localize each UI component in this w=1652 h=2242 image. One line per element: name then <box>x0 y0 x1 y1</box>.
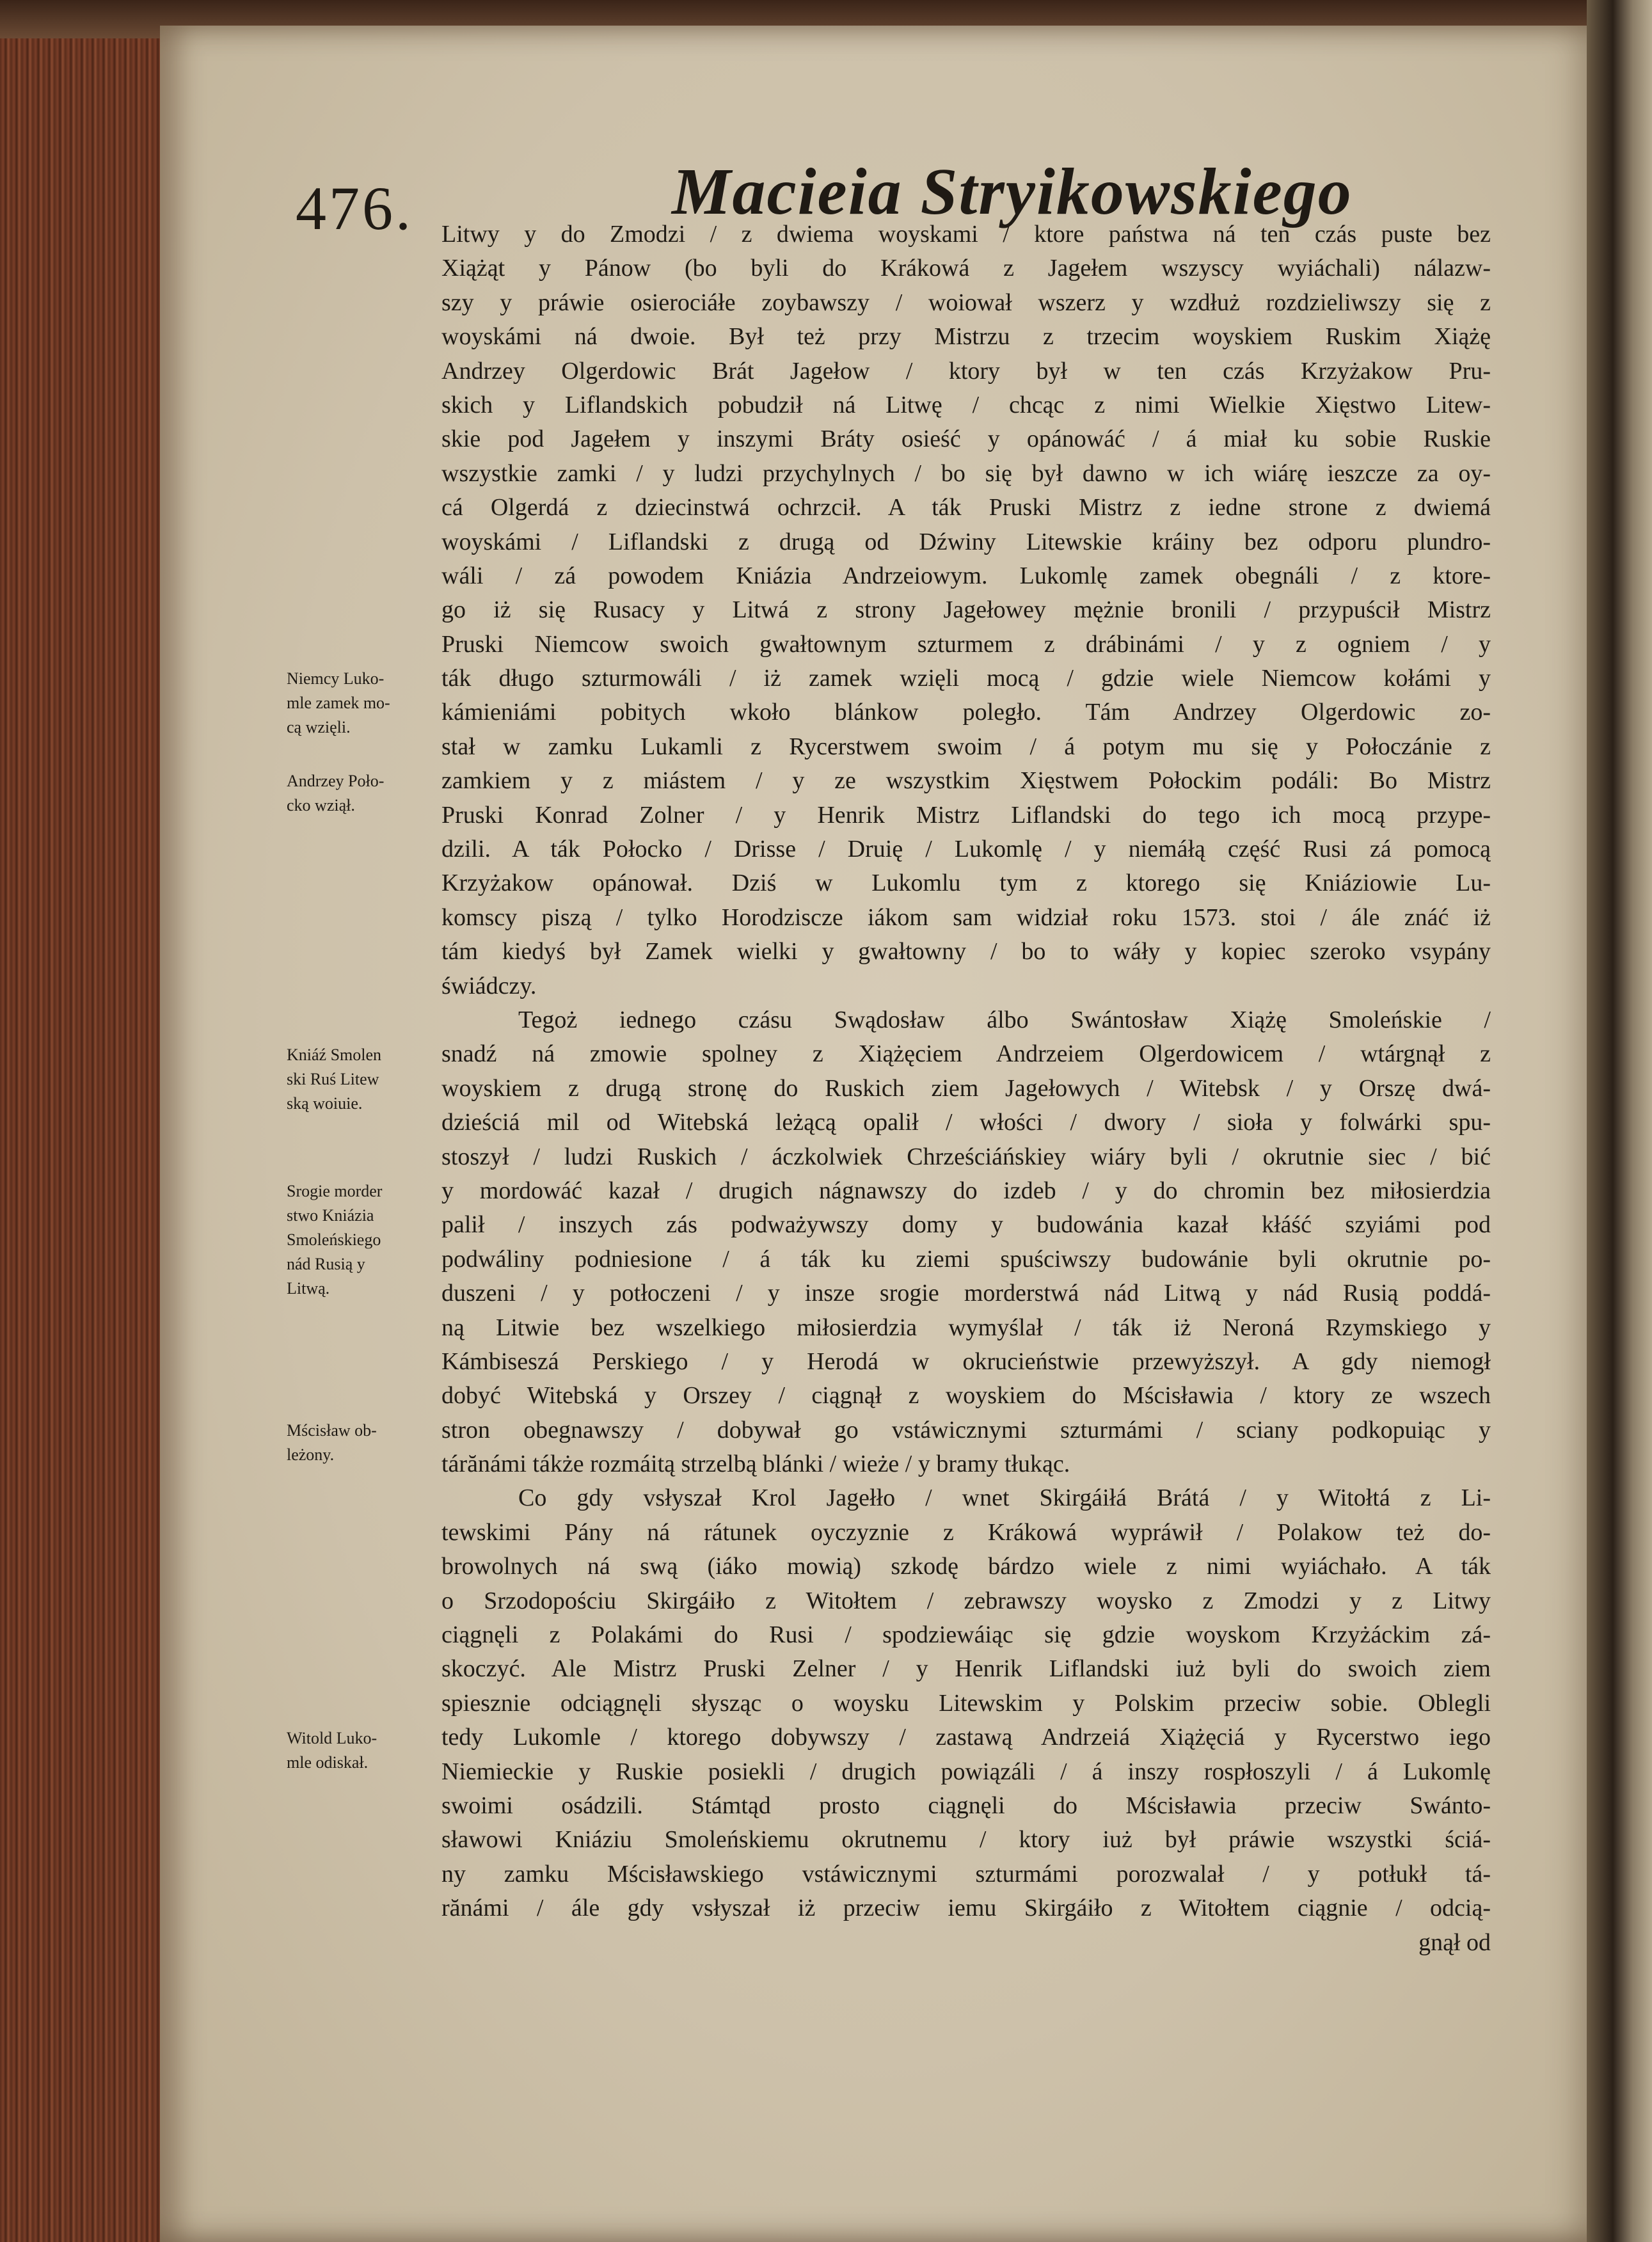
text-line: stał w zamku Lukamli z Rycerstwem swoim / á potym mu się y Połoczánie z <box>441 733 1491 760</box>
running-title: Macieia Stryikowskiego <box>672 155 1353 228</box>
text-line: palił / inszych zás podważywszy domy y budowánia kazał kłáść szyiámi pod <box>441 1211 1491 1239</box>
text-line: o Srzodopościu Skirgáiło z Witołtem / zebrawszy woysko z Zmodzi y z Litwy <box>441 1587 1491 1614</box>
text-line: rănámi / ále gdy vsłyszał iż przeciw iemu Skirgáiło z Witołtem ciągnie / odcią- <box>441 1895 1491 1922</box>
text-line: dzili. A ták Połocko / Drisse / Druię / Lukomlę / y niemáłą część Rusi zá pomocą <box>441 836 1491 863</box>
text-line: tedy Lukomle / ktorego dobywszy / zastawą Andrzeiá Xiążęciá y Rycerstwo iego <box>441 1724 1491 1751</box>
text-line: spiesznie odciągnęli słysząc o woysku Litewskim y Polskim przeciw sobie. Oblegli <box>441 1689 1491 1717</box>
margin-note-line: Srogie morder <box>287 1182 383 1201</box>
text-line: wszystkie zamki / y ludzi przychylnych / bo się był dawno w ich wiárę ieszcze za oy- <box>441 459 1491 487</box>
margin-note-line: Andrzey Poło- <box>287 772 385 791</box>
text-line: podwáliny podniesione / á ták ku ziemi spuściwszy budowánie byli okrutnie po- <box>441 1245 1491 1273</box>
margin-note <box>287 1726 440 1775</box>
text-line: Co gdy vsłyszał Krol Jagełło / wnet Skirgáiłá Brátá / y Witołtá z Li- <box>518 1484 1491 1512</box>
margin-note-line: leżony. <box>287 1445 335 1464</box>
text-line: Andrzey Olgerdowic Brát Jagełow / ktory był w ten czás Krzyżakow Pru- <box>441 357 1491 385</box>
book-page-edges <box>0 0 186 2242</box>
text-line: Pruski Niemcow swoich gwałtownym szturmem z drábinámi / y z ogniem / y <box>441 630 1491 658</box>
margin-note-line: ską woiuie. <box>287 1093 363 1113</box>
text-line: cá Olgerdá z dziecinstwá ochrzcił. A ták Pruski Mistrz z iedne strone z dwiemá <box>441 494 1491 521</box>
text-line: go iż się Rusacy y Litwá z strony Jagełowey mężnie bronili / przypuścił Mistrz <box>441 596 1491 624</box>
text-line: y mordowáć kazał / drugich nágnawszy do izdeb / y do chromin bez miłosierdzia <box>441 1177 1491 1204</box>
margin-note-line: nád Rusią y <box>287 1255 365 1274</box>
text-line: tárănámi tákże rozmáitą strzelbą blánki / wieże / y bramy tłukąc. <box>441 1451 1070 1478</box>
text-line: stron obegnawszy / dobywał go vstáwicznymi szturmámi / sciany podkopuiąc y <box>441 1416 1491 1443</box>
margin-note-line: ski Ruś Litew <box>287 1069 379 1088</box>
text-line: świádczy. <box>441 972 537 999</box>
text-line: skich y Liflandskich pobudził ná Litwę / chcąc z nimi Wielkie Xięstwo Litew- <box>441 391 1491 418</box>
margin-note <box>287 667 440 740</box>
text-line: woyskámi / Liflandski z drugą od Dźwiny Litewskie kráiny bez odporu plundro- <box>441 528 1491 555</box>
margin-note <box>287 769 440 818</box>
margin-note-line: mle odiskał. <box>287 1753 369 1772</box>
text-line: sławowi Kniáziu Smoleńskiemu okrutnemu / ktory iuż był práwie wszystki ściá- <box>441 1826 1491 1854</box>
text-line: browolnych ná swą (iáko mowią) szkodę bárdzo wiele z nimi wyiáchało. A ták <box>441 1553 1491 1580</box>
text-line: ną Litwie bez wszelkiego miłosierdzia wymyślał / ták iż Neroná Rzymskiego y <box>441 1314 1491 1341</box>
text-line: gnął od <box>1418 1928 1491 1956</box>
body-text <box>441 218 1491 1960</box>
text-line: swoimi osádzili. Stámtąd prosto ciągnęli do Mścisławia przeciw Swánto- <box>441 1792 1491 1819</box>
margin-note-line: Witold Luko- <box>287 1728 377 1747</box>
text-line: skoczyć. Ale Mistrz Pruski Zelner / y Henrik Liflandski iuż byli do swoich ziem <box>441 1655 1491 1683</box>
text-line: tewskimi Pány ná rátunek oyczyznie z Krákowá wypráwił / Polakow też do- <box>441 1518 1491 1546</box>
text-line: dzieściá mil od Witebská leżącą opalił / włości / dwory / sioła y folwárki spu- <box>441 1109 1491 1136</box>
page-number: 476. <box>296 174 413 242</box>
text-line: duszeni / y potłoczeni / y insze srogie morderstwá nád Litwą y nád Rusią poddá- <box>441 1280 1491 1307</box>
text-line: ciągnęli z Polakámi do Rusi / spodziewáiąc się gdzie woyskom Krzyżáckim zá- <box>441 1621 1491 1649</box>
text-line: ny zamku Mścisławskiego vstáwicznymi szturmámi porozwalał / y potłukł tá- <box>441 1860 1491 1888</box>
text-line: kámieniámi pobitych wkoło blánkow poległo. Tám Andrzey Olgerdowic zo- <box>441 699 1491 726</box>
text-line: Krzyżakow opánował. Dziś w Lukomlu tym z ktorego się Kniáziowie Lu- <box>441 870 1491 897</box>
text-line: Litwy y do Zmodzi / z dwiema woyskami / ktore państwa ná ten czás puste bez <box>441 221 1491 248</box>
margin-note-line: cko wziął. <box>287 796 355 815</box>
margin-note-line: Mścisław ob- <box>287 1421 377 1440</box>
text-line: skie pod Jagełem y inszymi Bráty osieść y opánowáć / á miał ku sobie Ruskie <box>441 425 1491 453</box>
text-line: komscy piszą / tylko Horodziscze iákom sam widział roku 1573. stoi / ále znáć iż <box>441 903 1491 931</box>
text-line: dobyć Witebská y Orszey / ciągnął z woyskiem do Mścisławia / ktory ze wszech <box>441 1382 1491 1410</box>
margin-note-line: cą wzięli. <box>287 718 351 737</box>
margin-note-line: Niemcy Luko- <box>287 669 385 688</box>
text-line: Pruski Konrad Zolner / y Henrik Mistrz Liflandski do tego ich mocą przype- <box>441 801 1491 829</box>
text-line: woyskámi ná dwoie. Był też przy Mistrzu z trzecim woyskiem Ruskim Xiążę <box>441 323 1491 351</box>
text-line: tám kiedyś był Zamek wielki y gwałtowny / bo to wáły y kopiec szeroko vsypány <box>441 938 1491 966</box>
text-line: snadź ná zmowie spolney z Xiążęciem Andrzeiem Olgerdowicem / wtárgnął z <box>441 1040 1491 1068</box>
text-line: stoszył / ludzi Ruskich / áczkolwiek Chrześciáńskiey wiáry byli / okrutnie siec / bić <box>441 1143 1491 1170</box>
margin-note-line: Litwą. <box>287 1279 330 1298</box>
text-line: ták długo szturmowáli / iż zamek wzięli mocą / gdzie wiele Niemcow kołámi y <box>441 665 1491 692</box>
margin-note-line: stwo Kniázia <box>287 1206 374 1225</box>
book-gutter <box>1587 0 1652 2242</box>
margin-note-line: mle zamek mo- <box>287 694 390 713</box>
text-line: Tegoż iednego czásu Swądosław álbo Swántosław Xiążę Smoleńskie / <box>518 1006 1491 1033</box>
text-line: woyskiem z drugą stronę do Ruskich ziem Jagełowych / Witebsk / y Orszę dwá- <box>441 1074 1491 1102</box>
text-line: Xiążąt y Pánow (bo byli do Krákowá z Jagełem wszyscy wyiáchali) nálazw- <box>441 255 1491 282</box>
margin-note-line: Smoleńskiego <box>287 1230 381 1250</box>
text-line: wáli / zá powodem Kniázia Andrzeiowym. Lukomlę zamek obegnáli / z ktore- <box>441 562 1491 589</box>
text-line: Niemieckie y Ruskie posiekli / drugich powiązáli / á inszy rospłoszyli / á Lukomlę <box>441 1758 1491 1785</box>
text-line: zamkiem y z miástem / y ze wszystkim Xięstwem Połockim podáli: Bo Mistrz <box>441 767 1491 795</box>
margin-note <box>287 1419 440 1467</box>
margin-note <box>287 1179 440 1301</box>
text-line: szy y práwie osierociáłe zoybawszy / woiował wszerz y wzdłuż rozdzieliwszy się z <box>441 289 1491 316</box>
margin-note-line: Kniáź Smolen <box>287 1045 382 1064</box>
text-line: Kámbiseszá Perskiego / y Herodá w okrucieństwie przewyższył. A gdy niemogł <box>441 1348 1491 1375</box>
margin-note <box>287 1043 440 1116</box>
